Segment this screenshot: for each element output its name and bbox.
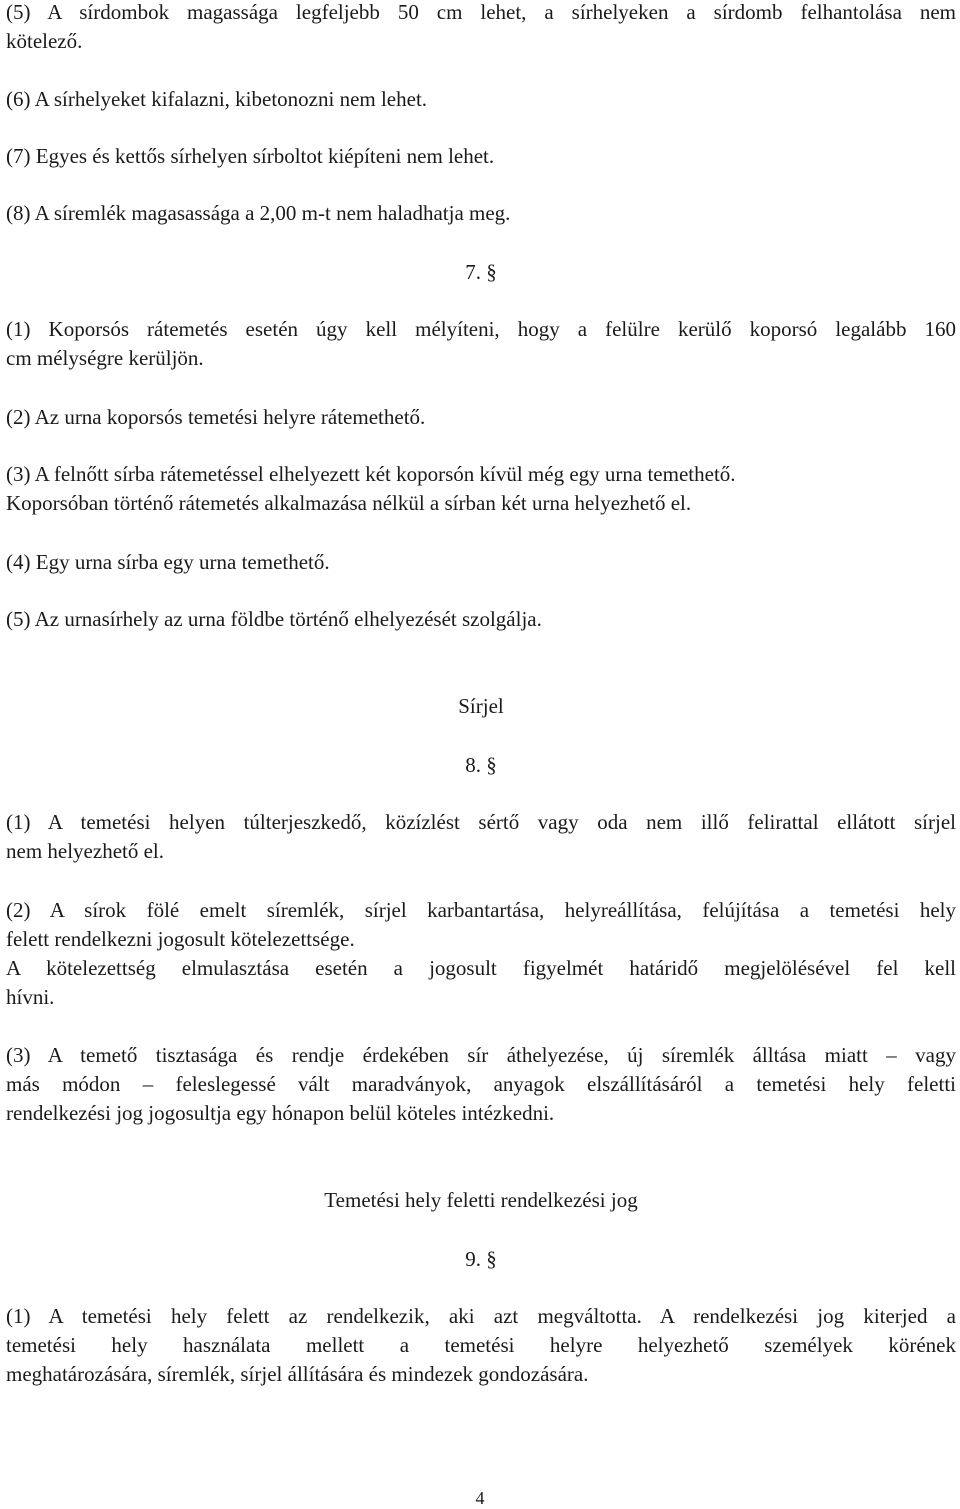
paragraph-6-7: (7) Egyes és kettős sírhelyen sírboltot kiépíteni nem lehet. xyxy=(6,144,495,168)
paragraph-line: hívni. xyxy=(6,985,55,1009)
paragraph-line: nem helyezhető el. xyxy=(6,839,165,863)
paragraph-9-1 xyxy=(6,1302,956,1389)
paragraph-7-1 xyxy=(6,315,956,373)
section-9-title: Temetési hely feletti rendelkezési jog xyxy=(324,1188,638,1212)
paragraph-line: Koporsóban történő rátemetés alkalmazása nélkül a sírban két urna helyezhető el. xyxy=(6,491,692,515)
section-9-heading: 9. § xyxy=(465,1247,497,1271)
paragraph-line: más módon – feleslegessé vált maradványok, anyagok elszállításáról a temetési hely feletti xyxy=(6,1072,956,1096)
paragraph-line: (1) A temetési helyen túlterjeszkedő, közízlést sértő vagy oda nem illő felirattal ellátott sírjel xyxy=(6,810,956,834)
paragraph-6-5 xyxy=(6,0,956,56)
paragraph-7-4: (4) Egy urna sírba egy urna temethető. xyxy=(6,550,330,574)
paragraph-line: (3) A temető tisztasága és rendje érdekében sír áthelyezése, új síremlék álltása miatt – vagy xyxy=(6,1043,956,1067)
paragraph-line: rendelkezési jog jogosultja egy hónapon belül köteles intézkedni. xyxy=(6,1101,555,1125)
paragraph-line: (5) A sírdombok magassága legfeljebb 50 cm lehet, a sírhelyeken a sírdomb felhantolása nem xyxy=(6,0,956,24)
section-8-title: Sírjel xyxy=(458,694,504,718)
paragraph-6-6: (6) A sírhelyeket kifalazni, kibetonozni nem lehet. xyxy=(6,87,428,111)
paragraph-line: (1) Koporsós rátemetés esetén úgy kell mélyíteni, hogy a felülre kerülő koporsó legalább 160 xyxy=(6,317,956,341)
section-7-heading: 7. § xyxy=(465,260,497,284)
paragraph-line: temetési hely használata mellett a temetési helyre helyezhető személyek körének xyxy=(6,1333,956,1357)
paragraph-line: (3) A felnőtt sírba rátemetéssel elhelyezett két koporsón kívül még egy urna temethető. xyxy=(6,462,736,486)
paragraph-7-3 xyxy=(6,460,956,518)
paragraph-line: (2) A sírok fölé emelt síremlék, sírjel karbantartása, helyreállítása, felújítása a temetési hely xyxy=(6,898,956,922)
paragraph-line: A kötelezettség elmulasztása esetén a jogosult figyelmét határidő megjelölésével fel kell xyxy=(6,956,956,980)
paragraph-7-2: (2) Az urna koporsós temetési helyre rátemethető. xyxy=(6,405,426,429)
paragraph-7-5: (5) Az urnasírhely az urna földbe történő elhelyezését szolgálja. xyxy=(6,607,542,631)
paragraph-line: meghatározására, síremlék, sírjel állítására és mindezek gondozására. xyxy=(6,1362,589,1386)
section-8-heading: 8. § xyxy=(465,753,497,777)
paragraph-line: felett rendelkezni jogosult kötelezettsége. xyxy=(6,927,355,951)
paragraph-line: (1) A temetési hely felett az rendelkezik, aki azt megváltotta. A rendelkezési jog kiterjed a xyxy=(6,1304,956,1328)
paragraph-8-1 xyxy=(6,808,956,866)
page-number: 4 xyxy=(475,1488,485,1508)
paragraph-8-3 xyxy=(6,1041,956,1128)
paragraph-line: kötelező. xyxy=(6,29,83,53)
paragraph-line: cm mélységre kerüljön. xyxy=(6,346,204,370)
paragraph-8-2 xyxy=(6,896,956,1012)
paragraph-6-8: (8) A síremlék magasassága a 2,00 m-t nem haladhatja meg. xyxy=(6,201,511,225)
